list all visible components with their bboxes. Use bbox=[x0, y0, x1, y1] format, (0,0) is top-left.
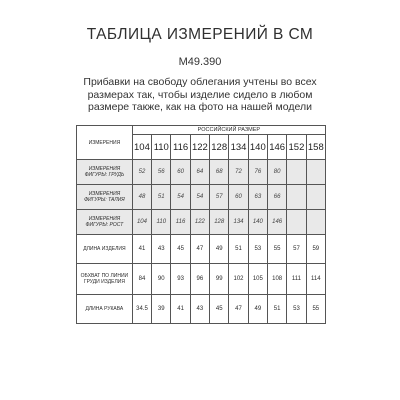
row-label: ДЛИНА РУКАВА bbox=[77, 295, 133, 324]
row-label: ДЛИНА ИЗДЕЛИЯ bbox=[77, 235, 133, 264]
value-cell: 105 bbox=[248, 264, 267, 295]
value-cell: 55 bbox=[306, 295, 325, 324]
size-cell: 128 bbox=[210, 135, 229, 160]
row-label: ИЗМЕРЕНИЯ ФИГУРЫ: РОСТ bbox=[77, 210, 133, 235]
value-cell: 55 bbox=[267, 235, 286, 264]
value-cell: 51 bbox=[152, 185, 171, 210]
value-cell: 84 bbox=[132, 264, 151, 295]
value-cell: 63 bbox=[248, 185, 267, 210]
value-cell bbox=[306, 210, 325, 235]
value-cell: 41 bbox=[171, 295, 190, 324]
value-cell bbox=[287, 160, 306, 185]
value-cell: 47 bbox=[229, 295, 248, 324]
size-cell: 134 bbox=[229, 135, 248, 160]
value-cell: 41 bbox=[132, 235, 151, 264]
value-cell: 128 bbox=[210, 210, 229, 235]
value-cell: 116 bbox=[171, 210, 190, 235]
value-cell bbox=[306, 160, 325, 185]
value-cell: 114 bbox=[306, 264, 325, 295]
size-cell: 110 bbox=[152, 135, 171, 160]
measurements-header: ИЗМЕРЕНИЯ bbox=[77, 126, 133, 160]
value-cell: 43 bbox=[152, 235, 171, 264]
value-cell: 52 bbox=[132, 160, 151, 185]
value-cell: 104 bbox=[132, 210, 151, 235]
value-cell: 39 bbox=[152, 295, 171, 324]
value-cell: 60 bbox=[229, 185, 248, 210]
table-row-waist bbox=[77, 185, 326, 210]
table-row-height bbox=[77, 210, 326, 235]
document-title: ТАБЛИЦА ИЗМЕРЕНИЙ В СМ bbox=[86, 26, 314, 43]
value-cell: 57 bbox=[210, 185, 229, 210]
value-cell: 122 bbox=[190, 210, 209, 235]
value-cell: 57 bbox=[287, 235, 306, 264]
value-cell: 80 bbox=[267, 160, 286, 185]
value-cell: 146 bbox=[267, 210, 286, 235]
size-chart-table bbox=[76, 125, 326, 324]
value-cell bbox=[287, 185, 306, 210]
size-cell: 122 bbox=[190, 135, 209, 160]
russian-size-header: РОССИЙСКИЙ РАЗМЕР bbox=[132, 126, 325, 135]
value-cell: 34.5 bbox=[132, 295, 151, 324]
size-cell: 146 bbox=[267, 135, 286, 160]
row-label: ИЗМЕРЕНИЯ ФИГУРЫ: ТАЛИЯ bbox=[77, 185, 133, 210]
table-row-chest-girth bbox=[77, 264, 326, 295]
value-cell: 134 bbox=[229, 210, 248, 235]
row-label: ОБХВАТ ПО ЛИНИИ ГРУДИ ИЗДЕЛИЯ bbox=[77, 264, 133, 295]
table-row-chest bbox=[77, 160, 326, 185]
value-cell: 45 bbox=[210, 295, 229, 324]
value-cell: 90 bbox=[152, 264, 171, 295]
value-cell: 93 bbox=[171, 264, 190, 295]
value-cell: 60 bbox=[171, 160, 190, 185]
size-cell: 116 bbox=[171, 135, 190, 160]
value-cell bbox=[287, 210, 306, 235]
value-cell: 110 bbox=[152, 210, 171, 235]
size-cell: 152 bbox=[287, 135, 306, 160]
value-cell: 49 bbox=[210, 235, 229, 264]
size-cell: 140 bbox=[248, 135, 267, 160]
value-cell: 49 bbox=[248, 295, 267, 324]
model-code: М49.390 bbox=[178, 56, 222, 68]
row-label: ИЗМЕРЕНИЯ ФИГУРЫ: ГРУДЬ bbox=[77, 160, 133, 185]
value-cell: 54 bbox=[171, 185, 190, 210]
value-cell: 140 bbox=[248, 210, 267, 235]
value-cell: 56 bbox=[152, 160, 171, 185]
fit-note: Прибавки на свободу облегания учтены во всех размерах так, чтобы изделие сидело в любом размере также, как на фото на нашей модели bbox=[83, 76, 317, 113]
value-cell: 96 bbox=[190, 264, 209, 295]
value-cell: 68 bbox=[210, 160, 229, 185]
value-cell: 47 bbox=[190, 235, 209, 264]
value-cell: 111 bbox=[287, 264, 306, 295]
value-cell: 53 bbox=[248, 235, 267, 264]
value-cell: 72 bbox=[229, 160, 248, 185]
value-cell: 51 bbox=[267, 295, 286, 324]
value-cell: 53 bbox=[287, 295, 306, 324]
header-row bbox=[77, 126, 326, 135]
value-cell: 108 bbox=[267, 264, 286, 295]
table-row-length bbox=[77, 235, 326, 264]
size-cell: 158 bbox=[306, 135, 325, 160]
size-cell: 104 bbox=[132, 135, 151, 160]
value-cell: 64 bbox=[190, 160, 209, 185]
value-cell: 51 bbox=[229, 235, 248, 264]
value-cell: 99 bbox=[210, 264, 229, 295]
value-cell: 59 bbox=[306, 235, 325, 264]
value-cell: 102 bbox=[229, 264, 248, 295]
value-cell: 48 bbox=[132, 185, 151, 210]
value-cell: 54 bbox=[190, 185, 209, 210]
value-cell: 43 bbox=[190, 295, 209, 324]
value-cell bbox=[306, 185, 325, 210]
value-cell: 76 bbox=[248, 160, 267, 185]
value-cell: 45 bbox=[171, 235, 190, 264]
value-cell: 66 bbox=[267, 185, 286, 210]
table-row-sleeve bbox=[77, 295, 326, 324]
